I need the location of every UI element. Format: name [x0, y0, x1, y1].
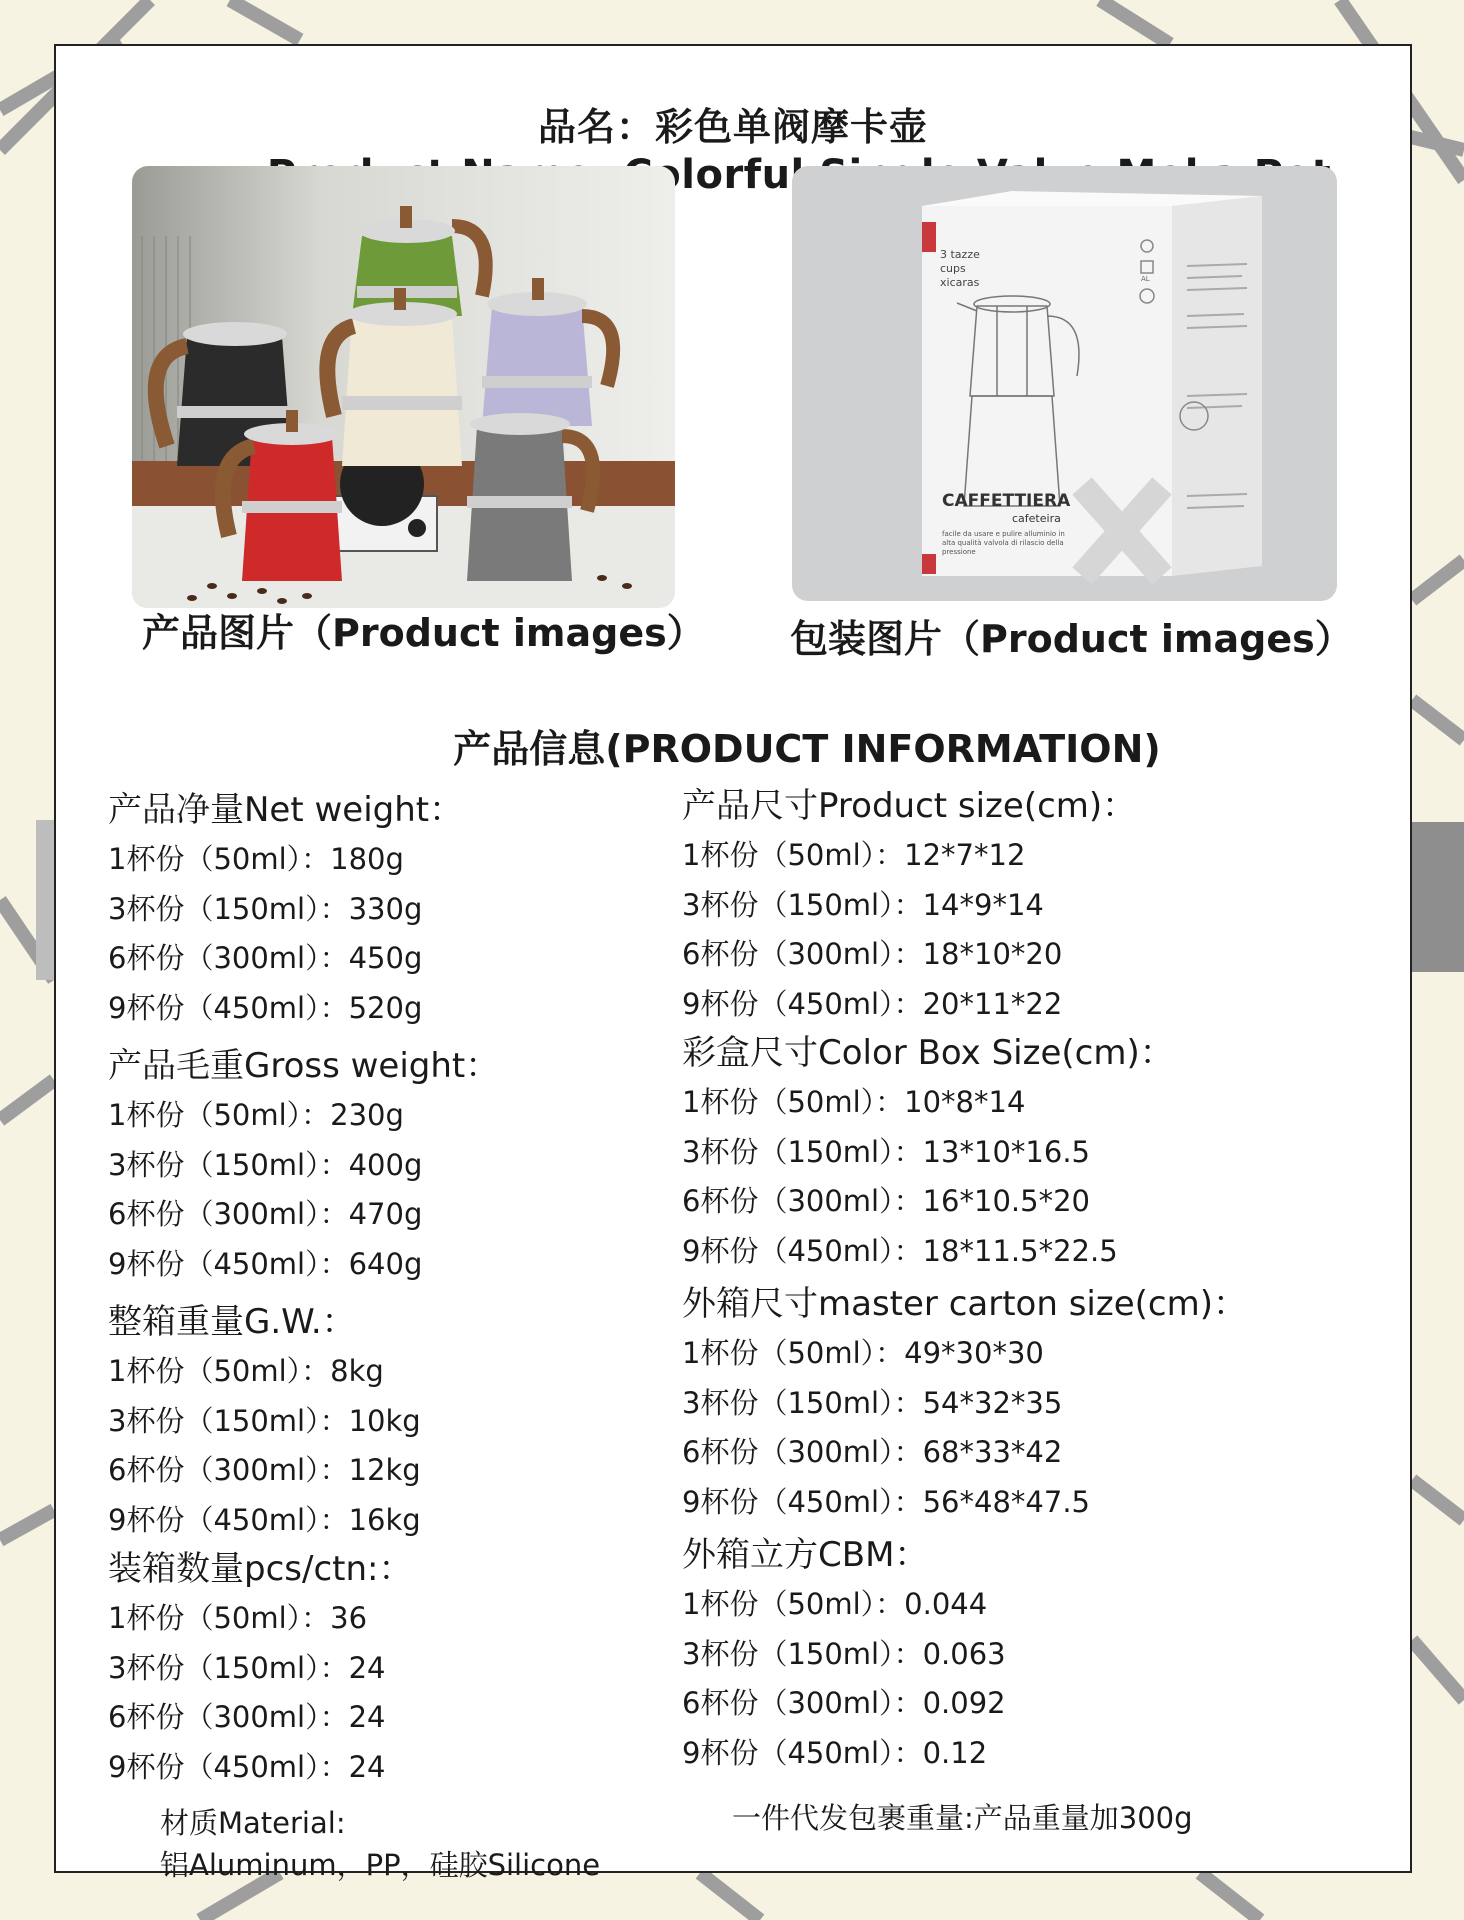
box-badge-text: AL: [1141, 275, 1150, 283]
section-heading: 产品毛重Gross weight：: [108, 1046, 500, 1086]
left-info-column: [108, 786, 499, 1792]
material-label: 材质Material:: [160, 1806, 346, 1840]
info-row: 1杯份（50ml）：10*8*14: [682, 1085, 1026, 1119]
box-cups-text: 3 tazze: [940, 248, 980, 261]
info-row: 9杯份（450ml）：18*11.5*22.5: [682, 1233, 1118, 1268]
info-row: 1杯份（50ml）：49*30*30: [682, 1336, 1044, 1370]
info-row: 1杯份（50ml）：12*7*12: [682, 838, 1026, 872]
material-block: [160, 1802, 600, 1886]
box-brand-text-2: cafeteira: [1012, 512, 1061, 525]
info-row: 1杯份（50ml）：8kg: [108, 1354, 384, 1388]
package-photo: [792, 166, 1337, 601]
info-title: 产品信息(PRODUCT INFORMATION): [453, 727, 1161, 771]
info-section-color-box-size: [682, 1029, 1247, 1276]
title-cn: 品名：彩色单阀摩卡壶: [537, 105, 928, 149]
info-section-carton-weight: [108, 1298, 499, 1545]
info-row: 6杯份（300ml）：0.092: [682, 1686, 1006, 1720]
box-desc-2: alta qualità valvola di rilascio della: [942, 539, 1064, 547]
info-row: 1杯份（50ml）：36: [108, 1601, 368, 1635]
box-desc-1: facile da usare e pulire alluminio in: [942, 530, 1065, 538]
info-row: 1杯份（50ml）：230g: [108, 1098, 404, 1132]
caption-product-images: 产品图片（Product images）: [142, 611, 705, 655]
material-value: 铝Aluminum，PP，硅胶Silicone: [160, 1848, 601, 1882]
info-row: 6杯份（300ml）：450g: [108, 941, 423, 975]
right-info-column: [682, 782, 1247, 1778]
info-row: 9杯份（450ml）：0.12: [682, 1735, 988, 1770]
section-heading: 产品尺寸Product size(cm)：: [682, 786, 1137, 826]
info-row: 6杯份（300ml）：470g: [108, 1197, 423, 1231]
box-desc-3: pressione: [942, 548, 976, 556]
box-cups-text-3: xicaras: [940, 276, 980, 289]
info-row: 1杯份（50ml）：0.044: [682, 1587, 988, 1621]
info-row: 1杯份（50ml）：180g: [108, 842, 404, 876]
info-row: 9杯份（450ml）：24: [108, 1749, 386, 1784]
info-row: 3杯份（150ml）：0.063: [682, 1636, 1006, 1671]
section-heading: 产品净量Net weight：: [108, 790, 464, 830]
title-en: Colorful: [623, 152, 805, 198]
info-row: 6杯份（300ml）：18*10*20: [682, 937, 1063, 971]
section-heading: 装箱数量pcs/ctn:：: [108, 1549, 413, 1589]
info-row: 3杯份（150ml）：10kg: [108, 1403, 421, 1438]
info-row: 9杯份（450ml）：56*48*47.5: [682, 1484, 1090, 1519]
info-row: 9杯份（450ml）：520g: [108, 990, 423, 1025]
info-row: 3杯份（150ml）：54*32*35: [682, 1385, 1063, 1420]
product-sheet: [54, 44, 1412, 1882]
info-section-cbm: [682, 1531, 1247, 1778]
section-heading: 外箱尺寸master carton size(cm)：: [682, 1284, 1247, 1324]
section-heading: 整箱重量G.W.：: [108, 1302, 356, 1342]
info-row: 3杯份（150ml）：400g: [108, 1147, 423, 1182]
info-row: 3杯份（150ml）：13*10*16.5: [682, 1134, 1090, 1169]
section-heading: 彩盒尺寸Color Box Size(cm)：: [682, 1033, 1174, 1073]
info-section-net-weight: [108, 786, 499, 1033]
info-section-pcs-per-carton: [108, 1545, 499, 1792]
info-row: 3杯份（150ml）：24: [108, 1650, 386, 1685]
caption-package-images: 包装图片（Product images）: [790, 617, 1353, 661]
info-section-gross-weight: [108, 1042, 499, 1289]
info-row: 9杯份（450ml）：20*11*22: [682, 986, 1063, 1021]
info-section-product-size: [682, 782, 1247, 1029]
info-row: 6杯份（300ml）：68*33*42: [682, 1435, 1063, 1469]
dropship-weight-note: 一件代发包裹重量:产品重量加300g: [732, 1801, 1193, 1835]
box-cups-text-2: cups: [940, 262, 966, 275]
info-row: 6杯份（300ml）：12kg: [108, 1453, 421, 1487]
info-section-master-carton-size: [682, 1280, 1247, 1527]
info-row: 6杯份（300ml）：16*10.5*20: [682, 1184, 1090, 1218]
info-row: 9杯份（450ml）：16kg: [108, 1502, 421, 1537]
box-brand-text: CAFFETTIERA: [942, 491, 1071, 511]
info-row: 3杯份（150ml）：14*9*14: [682, 887, 1044, 922]
info-row: 3杯份（150ml）：330g: [108, 891, 423, 926]
info-row: 6杯份（300ml）：24: [108, 1700, 386, 1734]
section-heading: 外箱立方CBM：: [682, 1535, 929, 1575]
info-row: 9杯份（450ml）：640g: [108, 1246, 423, 1281]
product-photo: [132, 166, 675, 608]
